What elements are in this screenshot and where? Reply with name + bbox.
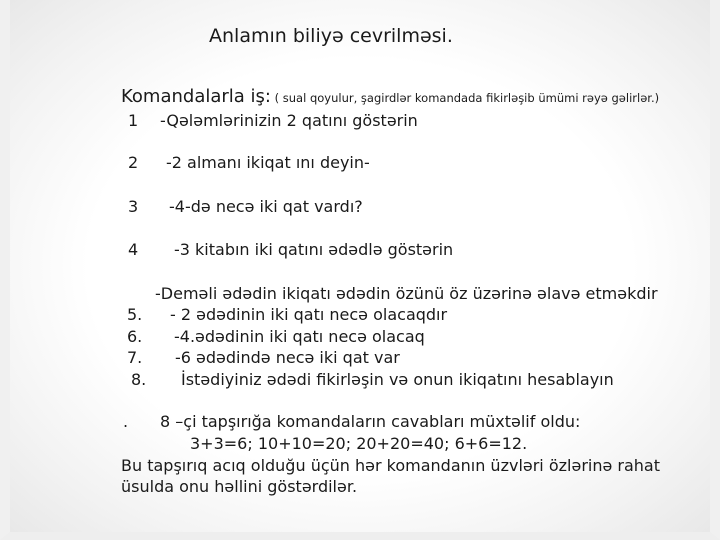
summary-line-1: 8 –çi tapşırığa komandaların cavabları müxtəlif oldu: [160,412,581,431]
task-header-note: ( sual qoyulur, şagirdlər komandada fikirləşib ümümi rəyə gəlirlər.) [270,91,660,105]
item-text-7: -6 ədədində necə iki qat var [175,348,400,367]
task-header-main: Komandalarla iş: [121,86,271,107]
item-number-1: 1 [128,111,139,130]
task-header [121,86,659,107]
item-text-2: -2 almanı ikiqat ını deyin- [166,153,370,172]
item-text-5: - 2 ədədinin iki qatı necə olacaqdır [170,305,448,324]
item-text-8: İstədiyiniz ədədi fikirləşin və onun ikiqatını hesablayın [181,370,614,389]
item-number-8: 8. [131,370,147,389]
item-text-6: -4.ədədinin iki qatı necə olacaq [174,327,425,346]
item-number-5: 5. [127,305,143,324]
item-number-2: 2 [128,153,139,172]
summary-line-2: 3+3=6; 10+10=20; 20+20=40; 6+6=12. [190,434,528,453]
item-text-4: -3 kitabın iki qatını ədədlə göstərin [174,240,454,259]
item-number-4: 4 [128,240,139,259]
item-text-1: -Qələmlərinizin 2 qatını göstərin [160,111,418,130]
slide-title: Anlamın biliyə cevrilməsi. [209,25,453,47]
summary-line-4: üsulda onu həllini göstərdilər. [121,477,358,496]
item-number-6: 6. [127,327,143,346]
item-number-3: 3 [128,197,139,216]
summary-bullet: . [123,412,129,431]
conclusion-text: -Deməli ədədin ikiqatı ədədin özünü öz üzərinə əlavə etməkdir [155,284,658,303]
summary-line-3: Bu tapşırıq acıq olduğu üçün hər komandanın üzvləri özlərinə rahat [121,456,661,475]
item-number-7: 7. [127,348,143,367]
item-text-3: -4-də necə iki qat vardı? [169,197,363,216]
